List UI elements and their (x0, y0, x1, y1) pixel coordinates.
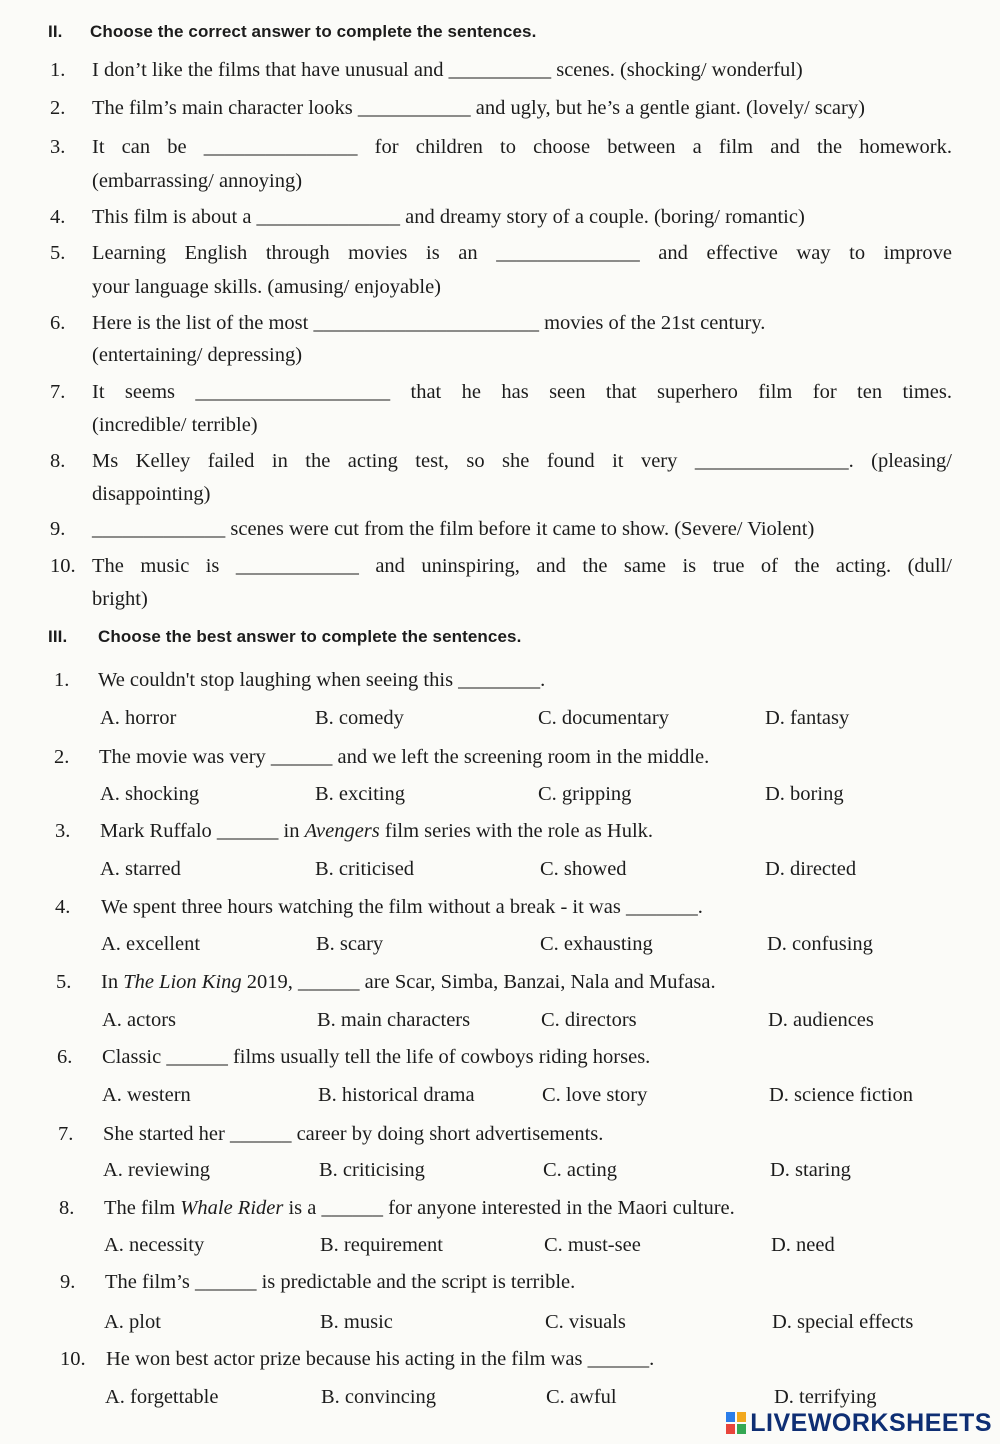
question-text: He won best actor prize because his acting in the film was ______. (106, 1348, 655, 1370)
item-number: 1. (50, 59, 66, 81)
answer-option-a: A. reviewing (103, 1159, 211, 1181)
logo-text: LIVEWORKSHEETS (750, 1408, 992, 1437)
answer-option-c: C. acting (543, 1159, 618, 1181)
sentence-continuation: disappointing) (92, 483, 211, 505)
answer-option-a: A. excellent (101, 933, 201, 955)
item-number: 9. (50, 518, 66, 540)
answer-option-b: B. exciting (315, 783, 405, 805)
question-number: 3. (55, 820, 71, 842)
sentence-continuation: your language skills. (amusing/ enjoyable) (92, 276, 441, 298)
question-number: 10. (60, 1348, 86, 1370)
answer-option-b: B. main characters (317, 1009, 471, 1031)
section-2-heading (48, 22, 536, 42)
answer-option-b: B. criticising (319, 1159, 425, 1181)
answer-option-c: C. awful (546, 1386, 617, 1408)
section-number: III. (48, 627, 68, 646)
liveworksheets-logo (726, 1408, 992, 1438)
sentence-text: The film’s main character looks ___________ and ugly, but he’s a gentle giant. (lovely/ scary) (92, 97, 865, 119)
answer-option-b: B. criticised (315, 858, 415, 880)
answer-option-d: D. audiences (768, 1009, 874, 1031)
answer-option-a: A. horror (100, 707, 177, 729)
question-text: Mark Ruffalo ______ in Avengers film series with the role as Hulk. (100, 820, 654, 842)
question-number: 4. (55, 896, 71, 918)
sentence-text: Ms Kelley failed in the acting test, so she found it very _______________. (pleasing/ (92, 450, 952, 472)
question-text: The film’s ______ is predictable and the script is terrible. (105, 1271, 576, 1293)
answer-option-d: D. need (771, 1234, 835, 1256)
sentence-continuation: (embarrassing/ annoying) (92, 170, 303, 192)
answer-option-b: B. historical drama (318, 1084, 475, 1106)
sentence-text: The music is ____________ and uninspiring, and the same is true of the acting. (dull/ (92, 555, 952, 577)
sentence-continuation: (incredible/ terrible) (92, 414, 258, 436)
answer-option-c: C. exhausting (540, 933, 653, 955)
section-title: Choose the correct answer to complete the sentences. (90, 22, 537, 41)
sentence-continuation: (entertaining/ depressing) (92, 344, 303, 366)
question-text: The film Whale Rider is a ______ for anyone interested in the Maori culture. (104, 1197, 735, 1219)
answer-option-c: C. documentary (538, 707, 669, 729)
answer-option-c: C. visuals (545, 1311, 626, 1333)
item-number: 8. (50, 450, 66, 472)
answer-option-b: B. scary (316, 933, 384, 955)
answer-option-b: B. comedy (315, 707, 404, 729)
answer-option-a: A. starred (100, 858, 181, 880)
answer-option-d: D. fantasy (765, 707, 850, 729)
sentence-text: It can be _______________ for children to choose between a film and the homework. (92, 136, 952, 158)
question-number: 7. (58, 1123, 74, 1145)
question-text: She started her ______ career by doing short advertisements. (103, 1123, 604, 1145)
sentence-continuation: bright) (92, 588, 148, 610)
answer-option-b: B. convincing (321, 1386, 437, 1408)
sentence-text: This film is about a ______________ and dreamy story of a couple. (boring/ romantic) (92, 206, 805, 228)
answer-option-c: C. love story (542, 1084, 648, 1106)
sentence-text: I don’t like the films that have unusual and __________ scenes. (shocking/ wonderful) (92, 59, 803, 81)
item-number: 2. (50, 97, 66, 119)
answer-option-c: C. directors (541, 1009, 637, 1031)
item-number: 3. (50, 136, 66, 158)
item-number: 4. (50, 206, 66, 228)
question-number: 8. (59, 1197, 75, 1219)
item-number: 10. (50, 555, 76, 577)
answer-option-a: A. shocking (100, 783, 200, 805)
question-text: We spent three hours watching the film without a break - it was _______. (101, 896, 703, 918)
answer-option-a: A. western (102, 1084, 191, 1106)
answer-option-c: C. gripping (538, 783, 632, 805)
question-text: In The Lion King 2019, ______ are Scar, Simba, Banzai, Nala and Mufasa. (101, 971, 716, 993)
section-number: II. (48, 22, 63, 41)
answer-option-c: C. showed (540, 858, 627, 880)
answer-option-a: A. necessity (104, 1234, 205, 1256)
item-number: 6. (50, 312, 66, 334)
section-title: Choose the best answer to complete the sentences. (98, 627, 522, 646)
answer-option-b: B. music (320, 1311, 393, 1333)
answer-option-a: A. forgettable (105, 1386, 219, 1408)
answer-option-d: D. special effects (772, 1311, 914, 1333)
section-3-heading (48, 627, 521, 647)
answer-option-b: B. requirement (320, 1234, 443, 1256)
sentence-text: Learning English through movies is an ______________ and effective way to improve (92, 242, 952, 264)
sentence-text: _____________ scenes were cut from the film before it came to show. (Severe/ Violent) (92, 518, 815, 540)
question-number: 2. (54, 746, 70, 768)
answer-option-d: D. boring (765, 783, 844, 805)
answer-option-a: A. actors (102, 1009, 177, 1031)
answer-option-d: D. terrifying (774, 1386, 877, 1408)
sentence-text: It seems ___________________ that he has seen that superhero film for ten times. (92, 381, 952, 403)
answer-option-d: D. staring (770, 1159, 851, 1181)
answer-option-d: D. confusing (767, 933, 873, 955)
question-text: We couldn't stop laughing when seeing this ________. (98, 669, 546, 691)
question-number: 6. (57, 1046, 73, 1068)
question-number: 1. (54, 669, 70, 691)
answer-option-a: A. plot (104, 1311, 161, 1333)
question-text: The movie was very ______ and we left the screening room in the middle. (99, 746, 710, 768)
answer-option-d: D. science fiction (769, 1084, 914, 1106)
answer-option-d: D. directed (765, 858, 857, 880)
question-number: 5. (56, 971, 72, 993)
item-number: 7. (50, 381, 66, 403)
question-text: Classic ______ films usually tell the life of cowboys riding horses. (102, 1046, 651, 1068)
answer-option-c: C. must-see (544, 1234, 641, 1256)
sentence-text: Here is the list of the most ______________________ movies of the 21st century. (92, 312, 766, 334)
logo-icon (726, 1412, 746, 1434)
item-number: 5. (50, 242, 66, 264)
question-number: 9. (60, 1271, 76, 1293)
